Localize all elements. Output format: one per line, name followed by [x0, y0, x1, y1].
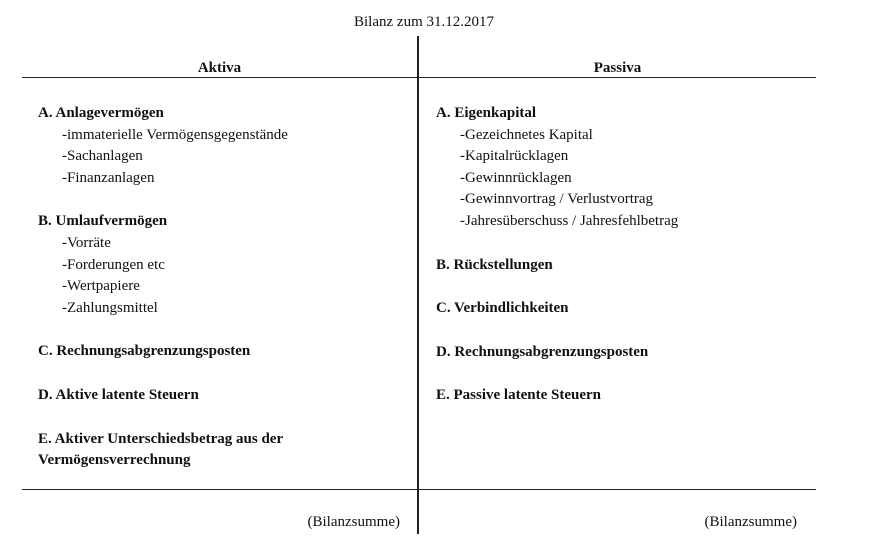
list-item: -Jahresüberschuss / Jahresfehlbetrag	[460, 212, 679, 229]
aktiva-section	[38, 429, 408, 472]
section-title: C. Verbindlichkeiten	[436, 300, 569, 317]
aktiva-column	[38, 103, 408, 494]
list-item: -Gezeichnetes Kapital	[460, 126, 593, 143]
passiva-sum-label: (Bilanzsumme)	[704, 514, 797, 530]
aktiva-section	[38, 341, 408, 363]
section-title: E. Passive latente Steuern	[436, 387, 601, 404]
list-item: -Zahlungsmittel	[62, 299, 158, 316]
section-title: B. Rückstellungen	[436, 256, 553, 273]
section-title: D. Rechnungsabgrenzungsposten	[436, 343, 649, 360]
section-title: A. Anlagevermögen	[38, 105, 164, 121]
list-item: -Kapitalrücklagen	[460, 148, 569, 165]
passiva-section	[436, 255, 816, 277]
passiva-section	[436, 342, 816, 364]
header-divider	[22, 77, 816, 78]
section-item-list	[436, 125, 816, 233]
section-item-list	[38, 233, 408, 319]
page-title: Bilanz zum 31.12.2017	[354, 14, 494, 30]
passiva-section	[436, 103, 816, 233]
list-item: -Finanzanlagen	[62, 169, 155, 186]
t-account-center-line	[417, 36, 419, 534]
list-item: -Gewinnrücklagen	[460, 169, 572, 186]
list-item: -Sachanlagen	[62, 148, 143, 165]
aktiva-header: Aktiva	[197, 60, 242, 76]
aktiva-sum-label: (Bilanzsumme)	[307, 514, 400, 530]
passiva-section	[436, 385, 816, 407]
section-title: E. Aktiver Unterschiedsbetrag aus der Vermögensverrechnung	[38, 430, 283, 469]
list-item: -Vorräte	[62, 234, 111, 251]
section-title: D. Aktive latente Steuern	[38, 386, 199, 403]
passiva-section	[436, 298, 816, 320]
aktiva-section	[38, 211, 408, 319]
section-title: C. Rechnungsabgrenzungsposten	[38, 343, 251, 360]
section-item-list	[38, 125, 408, 190]
list-item: -Forderungen etc	[62, 256, 165, 273]
section-title: B. Umlaufvermögen	[38, 213, 168, 230]
list-item: -Wertpapiere	[62, 278, 140, 295]
aktiva-section	[38, 385, 408, 407]
list-item: -immaterielle Vermögensgegenstände	[62, 126, 288, 143]
aktiva-section	[38, 103, 408, 189]
passiva-column	[436, 103, 816, 429]
passiva-header: Passiva	[593, 60, 642, 76]
list-item: -Gewinnvortrag / Verlustvortrag	[460, 191, 654, 208]
section-title: A. Eigenkapital	[436, 105, 537, 121]
